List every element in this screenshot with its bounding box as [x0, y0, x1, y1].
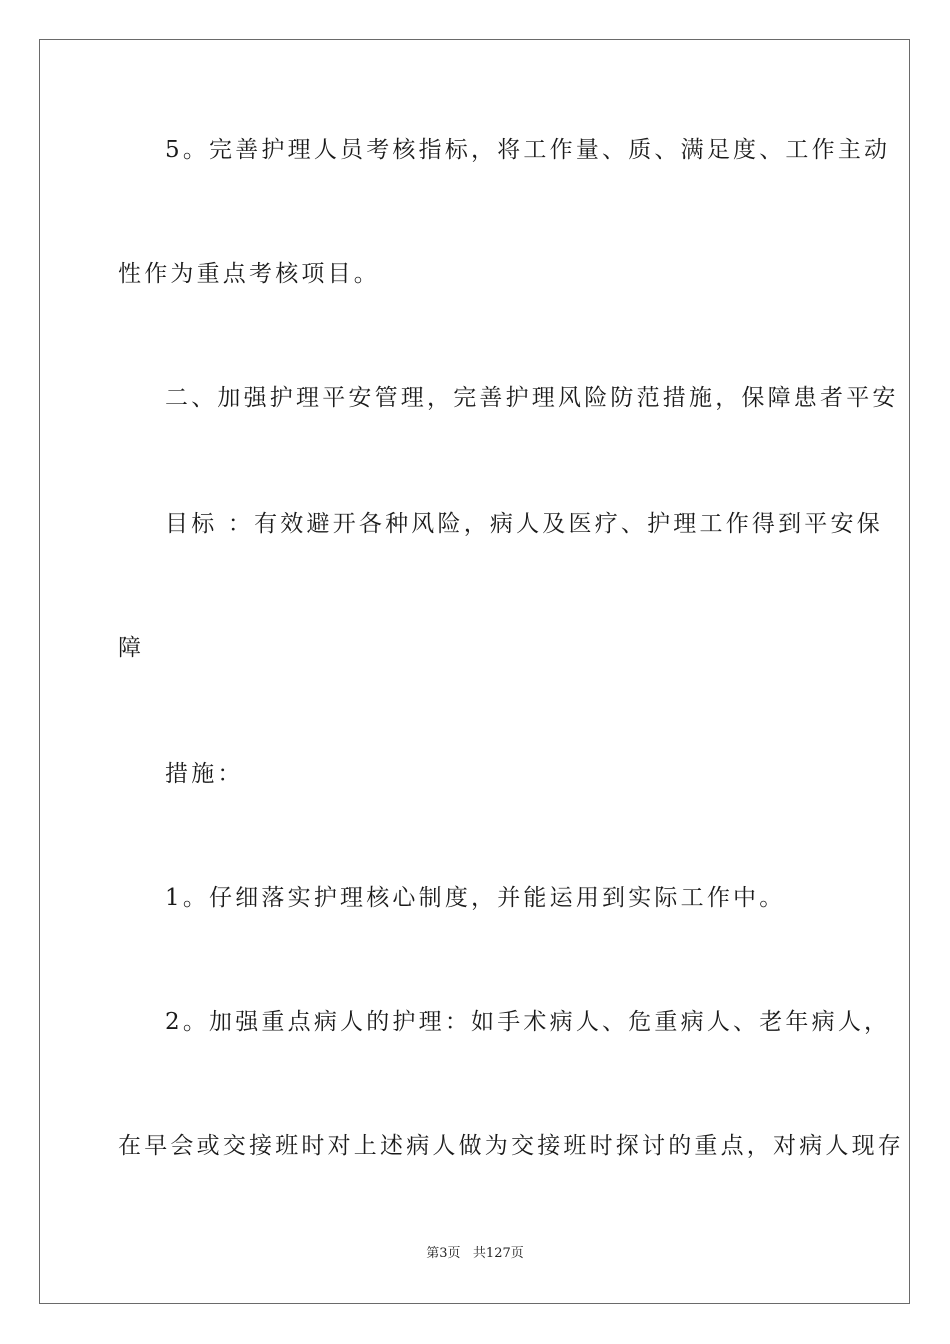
measure-item-2-line-1: 2。加强重点病人的护理：如手术病人、危重病人、老年病人，: [165, 1009, 891, 1035]
goal-line-2: 障: [118, 635, 145, 661]
goal-line-1: 目标 ：有效避开各种风险，病人及医疗、护理工作得到平安保: [165, 511, 883, 537]
measure-item-2-line-2: 在早会或交接班时对上述病人做为交接班时探讨的重点，对病人现存: [118, 1133, 904, 1159]
measures-heading: 措施：: [165, 761, 244, 787]
page-number-footer: 第3页 共127页: [426, 1246, 524, 1261]
section-heading-2: 二、加强护理平安管理，完善护理风险防范措施，保障患者平安: [165, 385, 899, 411]
paragraph-line-2: 性作为重点考核项目。: [118, 261, 380, 287]
measure-item-1: 1。仔细落实护理核心制度，并能运用到实际工作中。: [165, 885, 786, 911]
paragraph-line-1: 5。完善护理人员考核指标，将工作量、质、满足度、工作主动: [165, 137, 891, 163]
page-border: [39, 39, 910, 1304]
